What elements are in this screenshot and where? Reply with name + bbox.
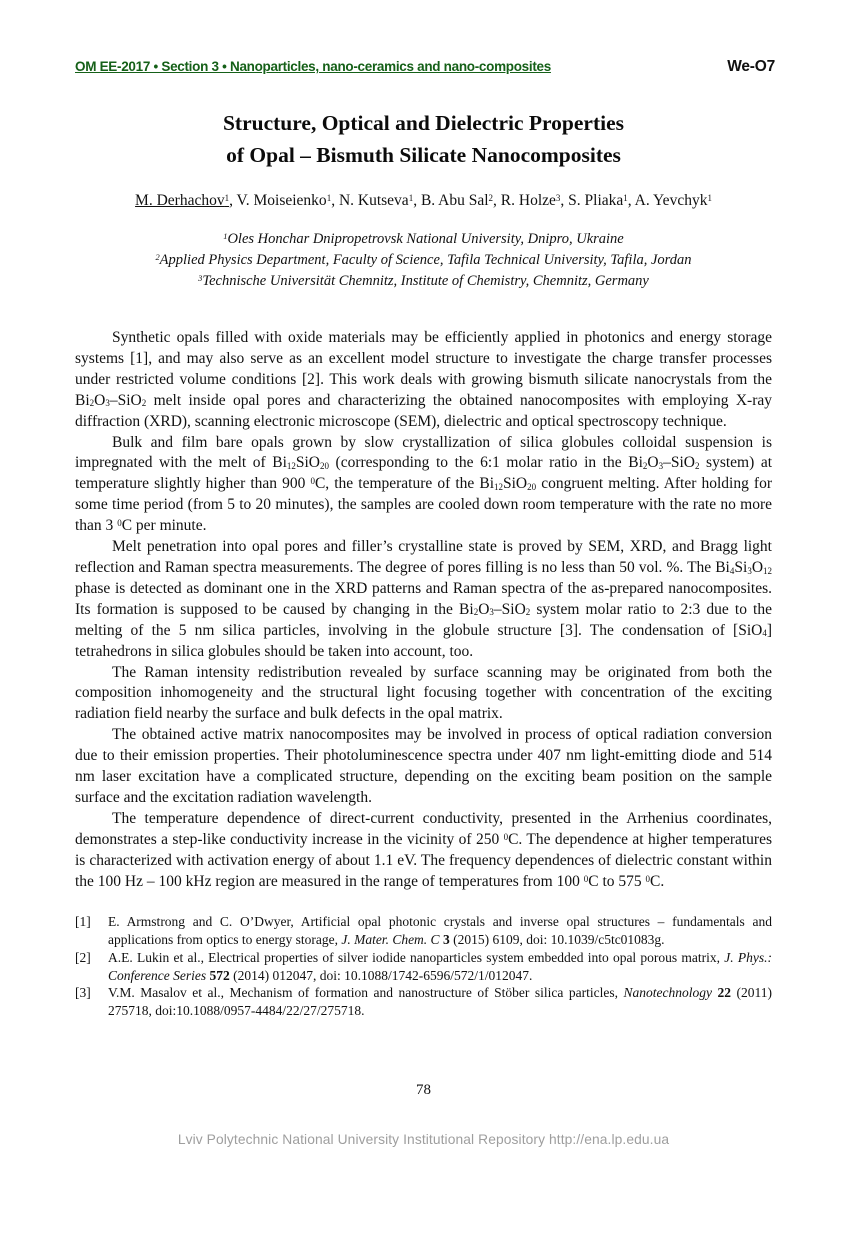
reference-label: [1] bbox=[75, 914, 91, 930]
page-number: 78 bbox=[416, 1081, 431, 1098]
reference-item bbox=[75, 913, 772, 948]
abstract-paragraph: Melt penetration into opal pores and filler’s crystalline state is proved by SEM, XRD, and Bragg light reflection and Raman spectra measurements. The degree of pores filling is no less than 50 vol. %. The $Bi_4Si_3O_{12}$ phase is detected as dominant one in the XRD patterns and Raman spectra of the as-prepared nanocomposites. Its formation is supposed to be caused by changing in the $Bi_2O_3-SiO_2$ system molar ratio to 2:3 due to the melting of the 5 nm silica particles, involving in the globule structure [3]. The condensation of [SiO$_4$] tetrahedrons in silica globules should be taken into account, too. bbox=[75, 538, 772, 660]
reference-text: V.M. Masalov et al., Mechanism of formation and nanostructure of Stöber silica particles, Nanotechnology 22 (2011) 275718, doi:10.1088/0957-4484/22/27/275718. bbox=[108, 985, 772, 1018]
abstract-paragraph: Synthetic opals filled with oxide materials may be efficiently applied in photonics and energy storage systems [1], and may also serve as an excellent model structure to investigate the charge transfer processes under restricted volume conditions [2]. This work deals with growing bismuth silicate nanocrystals from the $Bi_2O_3-SiO_2$ melt inside opal pores and characterizing the obtained nanocomposites with employing X-ray diffraction (XRD), scanning electronic microscope (SEM), dielectric and optical spectroscopy technique. bbox=[75, 329, 772, 430]
abstract-paragraph: The temperature dependence of direct-current conductivity, presented in the Arrhenius coordinates, demonstrates a step-like conductivity increase in the vicinity of 250 $^0$C. The dependence at higher temperatures is characterized with activation energy of about 1.1 eV. The frequency dependences of dielectric constant within the 100 Hz – 100 kHz region are measured in the range of temperatures from 100 $^0$C to 575 $^0$C. bbox=[75, 809, 772, 890]
page-header bbox=[75, 58, 775, 76]
reference-text: E. Armstrong and C. O’Dwyer, Artificial opal photonic crystals and inverse opal structures – fundamentals and applications from optics to energy storage, J. Mater. Chem. C 3 (2015) 6109, doi: 10.1039/c5tc01083g. bbox=[108, 914, 772, 948]
affiliation-line: $^2$Applied Physics Department, Faculty of Science, Tafila Technical University, Tafila, Jordan bbox=[155, 252, 692, 268]
reference-item bbox=[75, 949, 772, 984]
reference-label: [3] bbox=[75, 985, 91, 1001]
abstract-paragraph: Bulk and film bare opals grown by slow crystallization of silica globules colloidal suspension is impregnated with the melt of $Bi_{12}SiO_{20}$ (corresponding to the 6:1 molar ratio in the $Bi_2O_3-SiO_2$ system) at temperature slightly higher than 900 $^0$C, the temperature of the $Bi_{12}SiO_{20}$ congruent melting. After holding for some time period (from 5 to 20 minutes), the samples are cooled down room temperature with the rate no more than 3 $^0$C per minute. bbox=[75, 433, 772, 535]
affiliation-line: $^1$Oles Honchar Dnipropetrovsk National University, Dnipro, Ukraine bbox=[223, 231, 624, 247]
reference-label: [2] bbox=[75, 949, 91, 965]
abstract-body bbox=[75, 328, 772, 892]
paper-title bbox=[0, 107, 847, 171]
reference-item bbox=[75, 984, 772, 1019]
reference-list bbox=[75, 913, 772, 1019]
paper-title-line1: Structure, Optical and Dielectric Properties bbox=[222, 111, 625, 135]
authors-line: M. Derhachov$^1$, V. Moiseienko$^1$, N. Kutseva$^1$, B. Abu Sal$^2$, R. Holze$^3$, S. Pliaka$^1$, A. Yevchyk$^1$ bbox=[135, 192, 712, 209]
abstract-paragraph: The obtained active matrix nanocomposites may be involved in process of optical radiation conversion due to their emission properties. Their photoluminescence spectra under 407 nm light-emitting diode and 514 nm laser excitation have a complicated structure, depending on the exciting beam position on the sample surface and the excitation radiation wavelength. bbox=[75, 726, 772, 806]
affiliations-block bbox=[0, 229, 847, 292]
repository-footer: Lviv Polytechnic National University Institutional Repository http://ena.lp.edu.ua bbox=[177, 1131, 670, 1147]
paper-page bbox=[0, 58, 847, 1240]
paper-code: We-O7 bbox=[727, 58, 775, 75]
paper-title-line2: of Opal – Bismuth Silicate Nanocomposites bbox=[226, 143, 621, 167]
session-label: OM EE-2017 • Section 3 • Nanoparticles, nano-ceramics and nano-composites bbox=[75, 59, 551, 74]
reference-text: A.E. Lukin et al., Electrical properties of silver iodide nanoparticles system embedded into opal porous matrix, J. Phys.: Conference Series 572 (2014) 012047, doi: 10.1088/1742-6596/572/1/012047. bbox=[108, 949, 772, 983]
abstract-paragraph: The Raman intensity redistribution revealed by surface scanning may be originated from both the composition inhomogeneity and the structural light focusing together with concentration of the exciting radiation field nearby the surface and bulk defects in the opal matrix. bbox=[75, 663, 772, 723]
affiliation-line: $^3$Technische Universität Chemnitz, Institute of Chemistry, Chemnitz, Germany bbox=[198, 273, 649, 289]
